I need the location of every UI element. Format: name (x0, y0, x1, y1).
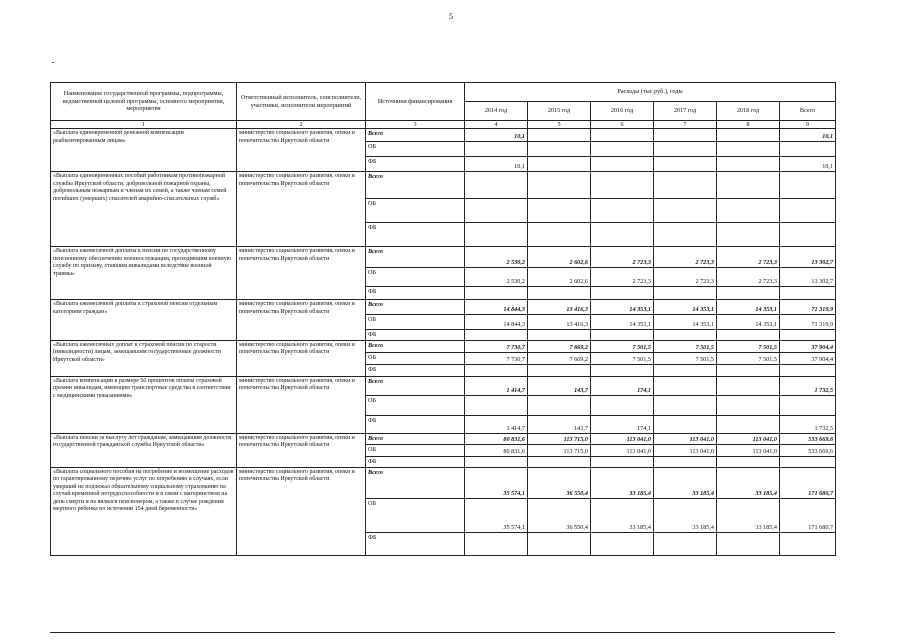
year-value: 14 353,1 (654, 315, 717, 330)
year-value (528, 395, 591, 415)
funding-source: Всего (366, 129, 465, 142)
executor-name: министерство социального развития, опеки и попечительства Иркутской области (237, 172, 366, 247)
year-value: 2 723,3 (591, 268, 654, 287)
year-value: 113 041,0 (654, 444, 717, 456)
year-value: 174,1 (591, 415, 654, 433)
year-value (465, 364, 528, 376)
year-value (528, 287, 591, 300)
year-value: 2 530,2 (465, 247, 528, 268)
column-number: 8 (717, 121, 780, 129)
table-row (51, 247, 836, 268)
header-expenses: Расходы (тыс.руб.), годы (465, 83, 836, 102)
year-value (591, 395, 654, 415)
table-row (51, 433, 836, 444)
funding-source: Всего (366, 247, 465, 268)
year-value: 36 550,4 (528, 498, 591, 532)
year-value (717, 129, 780, 142)
column-number: 4 (465, 121, 528, 129)
year-value (654, 456, 717, 467)
total-value: 71 319,9 (780, 315, 836, 330)
year-value: 35 574,1 (465, 498, 528, 532)
total-value (780, 199, 836, 223)
funding-source: ФБ (366, 287, 465, 300)
year-value (591, 532, 654, 555)
page-bottom-border (50, 632, 835, 633)
year-value: 7 501,5 (591, 340, 654, 352)
year-value (465, 142, 528, 157)
year-value (654, 223, 717, 247)
year-value (465, 532, 528, 555)
activity-name: «Выплата пенсии за выслугу лет гражданам, замещавшим должности государственной гражданской службы Иркутской области» (51, 433, 237, 467)
activity-name: «Выплата компенсации в размере 50 процентов оплаты страховой премии инвалидам, имеющим транспортные средства в соответствии с медицинскими показаниями» (51, 376, 237, 433)
year-value: 7 730,7 (465, 340, 528, 352)
funding-source: ОБ (366, 498, 465, 532)
year-value (591, 142, 654, 157)
year-value (654, 287, 717, 300)
total-value (780, 532, 836, 555)
year-value: 2 602,6 (528, 268, 591, 287)
year-value (717, 330, 780, 341)
header-year: 2016 год (591, 102, 654, 121)
executor-name: министерство социального развития, опеки и попечительства Иркутской области (237, 340, 366, 376)
header-year: 2015 год (528, 102, 591, 121)
column-number: 5 (528, 121, 591, 129)
activity-name: «Выплата единовременных пособий работникам противопожарной службы Иркутской области, добровольной пожарной охраны, добровольным пожарным и членам их семей, а также членам семей погибших (умерших) спасателей аварийно-спасательных служб» (51, 172, 237, 247)
year-value: 14 844,3 (465, 300, 528, 315)
year-value: 35 574,1 (465, 467, 528, 498)
year-value: 80 831,6 (465, 433, 528, 444)
year-value (717, 157, 780, 172)
total-value: 171 680,7 (780, 498, 836, 532)
year-value (465, 172, 528, 199)
year-value (591, 157, 654, 172)
year-value: 14 353,1 (591, 300, 654, 315)
year-value (528, 157, 591, 172)
activity-name: «Выплата ежемесячной доплаты к пенсии по государственному пенсионному обеспечению военнослужащим, проходившим военную службу по призыву, ставшим инвалидами вследствие военной травмы» (51, 247, 237, 300)
year-value: 36 550,4 (528, 467, 591, 498)
page-number: 5 (449, 12, 453, 21)
year-value: 2 723,3 (717, 247, 780, 268)
year-value (528, 330, 591, 341)
year-value: 174,1 (591, 376, 654, 395)
year-value (528, 199, 591, 223)
year-value (654, 330, 717, 341)
year-value (654, 395, 717, 415)
year-value (465, 395, 528, 415)
year-value: 2 530,2 (465, 268, 528, 287)
funding-source: ФБ (366, 330, 465, 341)
year-value (591, 129, 654, 142)
total-value: 13 302,7 (780, 247, 836, 268)
year-value (717, 199, 780, 223)
year-value (528, 364, 591, 376)
total-value (780, 172, 836, 199)
year-value: 113 041,0 (717, 444, 780, 456)
year-value: 7 669,2 (528, 352, 591, 364)
executor-name: министерство социального развития, опеки и попечительства Иркутской области (237, 129, 366, 172)
total-value: 1 732,5 (780, 376, 836, 395)
table-row (51, 376, 836, 395)
year-value (717, 364, 780, 376)
column-number: 2 (237, 121, 366, 129)
column-number: 9 (780, 121, 836, 129)
funding-source: Всего (366, 300, 465, 315)
total-value: 171 680,7 (780, 467, 836, 498)
year-value (591, 287, 654, 300)
funding-source: Всего (366, 340, 465, 352)
expenses-table (50, 82, 836, 556)
year-value (465, 287, 528, 300)
year-value (717, 287, 780, 300)
year-value (654, 172, 717, 199)
executor-name: министерство социального развития, опеки и попечительства Иркутской области (237, 433, 366, 467)
year-value (465, 223, 528, 247)
scan-mark (52, 62, 54, 63)
year-value (528, 532, 591, 555)
year-value: 2 602,6 (528, 247, 591, 268)
funding-source: ФБ (366, 157, 465, 172)
year-value: 113 715,0 (528, 433, 591, 444)
year-value (528, 223, 591, 247)
activity-name: «Выплата единовременной денежной компенсации реабилитированным лицам» (51, 129, 237, 172)
year-value: 7 730,7 (465, 352, 528, 364)
funding-source: Всего (366, 467, 465, 498)
header-name: Наименование государственной программы, подпрограммы, ведомственной целевой программы, основного мероприятия, мероприятия (51, 83, 237, 121)
year-value: 2 723,3 (654, 247, 717, 268)
funding-source: ОБ (366, 268, 465, 287)
year-value: 10,1 (465, 157, 528, 172)
year-value: 113 041,0 (591, 433, 654, 444)
funding-source: ОБ (366, 395, 465, 415)
activity-name: «Выплата ежемесячной доплаты к страховой пенсии отдельным категориям граждан» (51, 300, 237, 341)
funding-source: ФБ (366, 223, 465, 247)
header-source: Источники финансирования (366, 83, 465, 121)
year-value (717, 532, 780, 555)
table-row (51, 340, 836, 352)
funding-source: Всего (366, 433, 465, 444)
year-value (465, 199, 528, 223)
year-value: 2 723,3 (717, 268, 780, 287)
year-value: 80 831,6 (465, 444, 528, 456)
year-value: 143,7 (528, 415, 591, 433)
total-value: 1 732,5 (780, 415, 836, 433)
year-value (528, 142, 591, 157)
year-value (717, 415, 780, 433)
year-value: 10,1 (465, 129, 528, 142)
year-value: 14 844,3 (465, 315, 528, 330)
total-value (780, 456, 836, 467)
total-value (780, 395, 836, 415)
table-row (51, 172, 836, 199)
year-value: 113 041,0 (591, 444, 654, 456)
total-value: 10,1 (780, 157, 836, 172)
year-value (591, 172, 654, 199)
funding-source: ОБ (366, 315, 465, 330)
column-number: 7 (654, 121, 717, 129)
total-value (780, 223, 836, 247)
total-value: 37 904,4 (780, 340, 836, 352)
total-value: 71 319,9 (780, 300, 836, 315)
year-value: 113 041,0 (654, 433, 717, 444)
header-executor: Ответственный исполнитель, соисполнители, участники, исполнители мероприятий (237, 83, 366, 121)
column-number: 1 (51, 121, 237, 129)
column-number: 3 (366, 121, 465, 129)
year-value (717, 376, 780, 395)
year-value: 33 185,4 (591, 467, 654, 498)
year-value (465, 330, 528, 341)
year-value (654, 532, 717, 555)
year-value: 7 501,5 (717, 340, 780, 352)
year-value (591, 364, 654, 376)
year-value: 1 414,7 (465, 376, 528, 395)
year-value (591, 223, 654, 247)
year-value: 33 185,4 (654, 467, 717, 498)
funding-source: ФБ (366, 456, 465, 467)
header-year: 2018 год (717, 102, 780, 121)
year-value: 7 501,5 (654, 352, 717, 364)
total-value (780, 330, 836, 341)
year-value: 13 416,3 (528, 300, 591, 315)
total-value (780, 287, 836, 300)
header-total: Всего (780, 102, 836, 121)
year-value (717, 395, 780, 415)
year-value (654, 364, 717, 376)
year-value: 33 185,4 (717, 498, 780, 532)
year-value (717, 172, 780, 199)
year-value: 13 416,3 (528, 315, 591, 330)
activity-name: «Выплата социального пособия на погребение и возмещение расходов по гарантированному перечню услуг по погребению в случаях, если умерший не подлежал обязательному социальному страхованию на случай временной нетрудоспособности и в связи с материнством на день смерти и не являлся пенсионером, а также в случае рождения мертвого ребенка по истечении 154 дней беременности» (51, 467, 237, 555)
executor-name: министерство социального развития, опеки и попечительства Иркутской области (237, 300, 366, 341)
column-number: 6 (591, 121, 654, 129)
year-value: 1 414,7 (465, 415, 528, 433)
activity-name: «Выплата ежемесячных доплат к страховой пенсии по старости (инвалидности) лицам, замещавшим государственные должности Иркутской области» (51, 340, 237, 376)
funding-source: ФБ (366, 364, 465, 376)
year-value: 2 723,3 (654, 268, 717, 287)
year-value (528, 129, 591, 142)
total-value (780, 364, 836, 376)
year-value (654, 157, 717, 172)
year-value: 33 185,4 (654, 498, 717, 532)
year-value: 14 353,1 (717, 315, 780, 330)
total-value: 533 669,6 (780, 433, 836, 444)
year-value (591, 456, 654, 467)
year-value: 33 185,4 (717, 467, 780, 498)
year-value (528, 456, 591, 467)
total-value: 13 302,7 (780, 268, 836, 287)
year-value (528, 172, 591, 199)
year-value: 7 501,5 (591, 352, 654, 364)
funding-source: ОБ (366, 352, 465, 364)
funding-source: Всего (366, 172, 465, 199)
table-row (51, 467, 836, 498)
year-value (717, 142, 780, 157)
funding-source: ОБ (366, 199, 465, 223)
year-value (465, 456, 528, 467)
funding-source: Всего (366, 376, 465, 395)
header-year: 2014 год (465, 102, 528, 121)
executor-name: министерство социального развития, опеки и попечительства Иркутской области (237, 467, 366, 555)
year-value (654, 199, 717, 223)
year-value: 7 501,5 (654, 340, 717, 352)
funding-source: ОБ (366, 444, 465, 456)
year-value (654, 129, 717, 142)
year-value (591, 199, 654, 223)
total-value: 37 904,4 (780, 352, 836, 364)
year-value: 14 353,1 (717, 300, 780, 315)
executor-name: министерство социального развития, опеки и попечительства Иркутской области (237, 247, 366, 300)
year-value: 14 353,1 (654, 300, 717, 315)
year-value: 7 669,2 (528, 340, 591, 352)
total-value (780, 142, 836, 157)
total-value: 533 669,6 (780, 444, 836, 456)
year-value: 33 185,4 (591, 498, 654, 532)
table-row (51, 129, 836, 142)
year-value: 14 353,1 (591, 315, 654, 330)
funding-source: ОБ (366, 142, 465, 157)
year-value (654, 376, 717, 395)
year-value (654, 415, 717, 433)
total-value: 10,1 (780, 129, 836, 142)
year-value (654, 142, 717, 157)
year-value: 7 501,5 (717, 352, 780, 364)
funding-source: ФБ (366, 532, 465, 555)
funding-source: ФБ (366, 415, 465, 433)
year-value: 113 041,0 (717, 433, 780, 444)
year-value: 2 723,3 (591, 247, 654, 268)
year-value: 143,7 (528, 376, 591, 395)
table-row (51, 300, 836, 315)
year-value (717, 456, 780, 467)
year-value (717, 223, 780, 247)
year-value (591, 330, 654, 341)
executor-name: министерство социального развития, опеки и попечительства Иркутской области (237, 376, 366, 433)
year-value: 113 715,0 (528, 444, 591, 456)
header-year: 2017 год (654, 102, 717, 121)
